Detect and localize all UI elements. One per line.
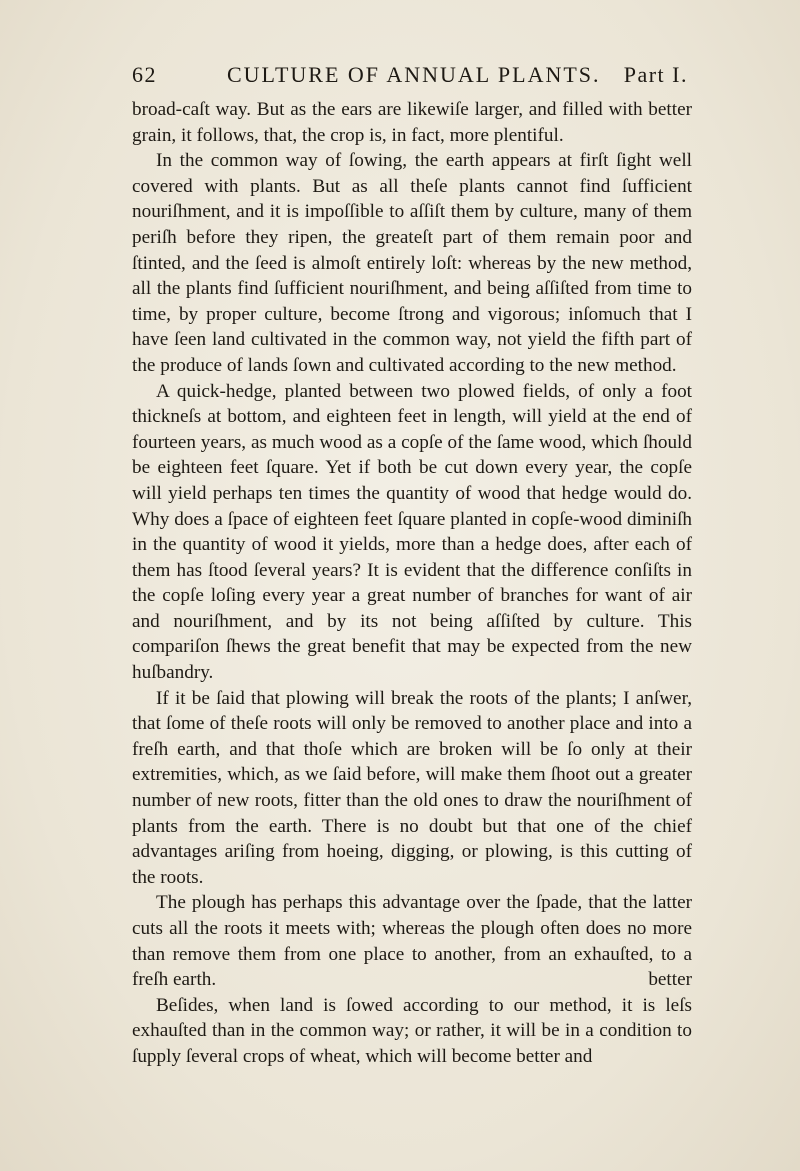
- paragraph-4: If it be ſaid that plowing will break the roots of the plants; I anſwer, that ſome of theſe roots will only be removed to another place and into a freſh earth, and that thoſe which are broken will be ſo only at their extremities, which, as we ſaid before, will make them ſhoot out a greater number of new roots, fitter than the old ones to draw the nouriſhment of plants from the earth. There is no doubt but that one of the chief advantages ariſing from hoeing, digging, or plowing, is this cutting of the roots.: [132, 687, 692, 888]
- paragraph-6: Beſides, when land is ſowed according to our method, it is leſs exhauſted than in the common way; or rather, it will be in a condition to ſupply ſeveral crops of wheat, which will become better and: [132, 994, 692, 1067]
- paragraph-3: A quick-hedge, planted between two plowed fields, of only a foot thickneſs at bottom, and eighteen feet in length, will yield at the end of fourteen years, as much wood as a copſe of the ſame wood, which ſhould be eighteen feet ſquare. Yet if both be cut down every year, the copſe will yield perhaps ten times the quantity of wood that hedge would do. Why does a ſpace of eighteen feet ſquare planted in copſe-wood diminiſh in the quantity of wood it yields, more than a hedge does, after each of them has ſtood ſeveral years? It is evident that the difference conſiſts in the copſe loſing every year a great number of branches for want of air and nouriſhment, and by its not being aſſiſted by culture. This compariſon ſhews the great benefit that may be expected from the new huſbandry.: [132, 380, 692, 684]
- page-number: 62: [132, 62, 157, 87]
- running-title: CULTURE OF ANNUAL PLANTS.: [227, 62, 601, 87]
- paragraph-5: The plough has perhaps this advantage over the ſpade, that the latter cuts all the roots it meets with; whereas the plough often does no more than remove them from one place to another, from an exhauſted, to a freſh earth.: [132, 892, 692, 991]
- paragraph-2: In the common way of ſowing, the earth appears at firſt ſight well covered with plants. But as all theſe plants cannot find ſufficient nouriſhment, and it is impoſſible to aſſiſt them by culture, many of them periſh before they ripen, the greateſt part of them remain poor and ſtinted, and the ſeed is almoſt entirely loſt: whereas by the new method, all the plants find ſufficient nouriſhment, and being aſſiſted from time to time, by proper culture, become ſtrong and vigorous; inſomuch that I have ſeen land cultivated in the common way, not yield the fifth part of the produce of lands ſown and cultivated according to the new method.: [132, 150, 692, 376]
- body-text: [132, 97, 692, 1070]
- paragraph-1: broad-caſt way. But as the ears are likewiſe larger, and filled with better grain, it follows, that, the crop is, in fact, more plentiful.: [132, 99, 692, 146]
- part-label: Part I.: [623, 62, 688, 87]
- catchword: better: [648, 969, 692, 990]
- page-header: [132, 58, 688, 94]
